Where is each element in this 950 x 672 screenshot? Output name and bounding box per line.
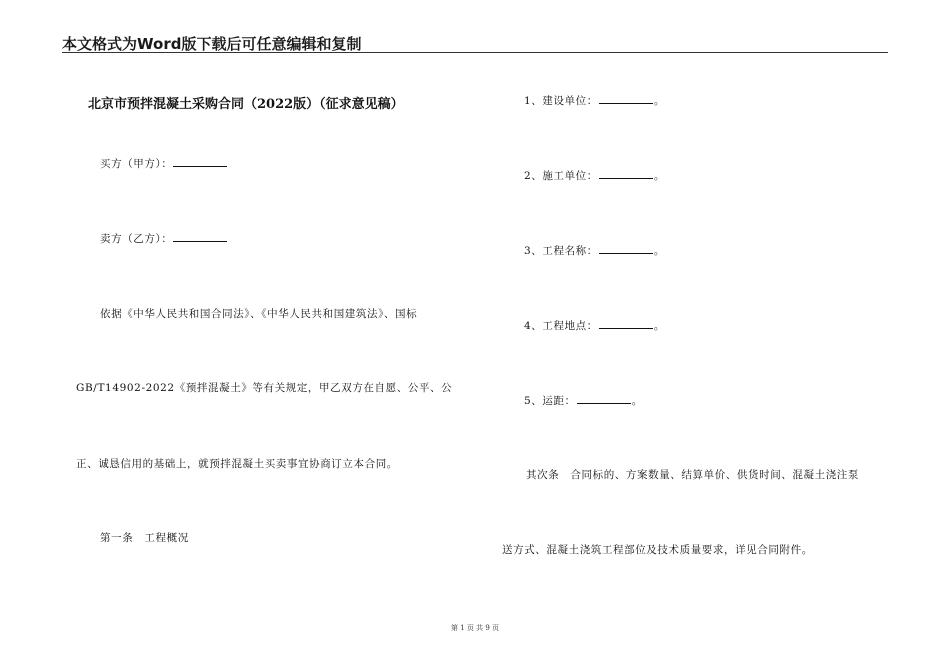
item-contractor xyxy=(524,168,665,183)
item-transport-distance-blank xyxy=(577,402,631,404)
item-construction-unit-end: 。 xyxy=(653,95,665,107)
header-divider xyxy=(62,52,888,53)
item-project-location-blank xyxy=(599,327,653,329)
article-1-heading: 第一条 工程概况 xyxy=(100,532,189,544)
item-project-location-label: 4、工程地点： xyxy=(524,320,598,332)
document-title: 北京市预拌混凝土采购合同（2022版）（征求意见稿） xyxy=(88,97,404,112)
item-construction-unit xyxy=(524,93,665,108)
item-project-location xyxy=(524,318,665,333)
page-number-footer: 第 1 页 共 9 页 xyxy=(450,624,500,632)
article-2-line-1: 其次条 合同标的、方案数量、结算单价、供货时间、混凝土浇注泵 xyxy=(526,469,859,481)
buyer-label: 买方（甲方）： xyxy=(100,158,173,170)
basis-paragraph-line-2: GB/T14902-2022《预拌混凝土》等有关规定，甲乙双方在自愿、公平、公 xyxy=(76,382,453,394)
item-project-location-end: 。 xyxy=(653,320,665,332)
seller-label: 卖方（乙方）： xyxy=(100,233,173,245)
item-project-name-label: 3、工程名称： xyxy=(524,245,598,257)
item-transport-distance-label: 5、运距： xyxy=(524,395,576,407)
buyer-blank xyxy=(173,165,227,167)
item-construction-unit-blank xyxy=(599,102,653,104)
item-contractor-blank xyxy=(599,177,653,179)
article-2-line-2: 送方式、混凝土浇筑工程部位及技术质量要求，详见合同附件。 xyxy=(502,544,813,556)
basis-paragraph-line-1: 依据《中华人民共和国合同法》、《中华人民共和国建筑法》、国标 xyxy=(100,308,418,320)
basis-paragraph-line-3: 正、诚恳信用的基础上，就预拌混凝土买卖事宜协商订立本合同。 xyxy=(76,458,398,470)
item-project-name-blank xyxy=(599,252,653,254)
seller-line xyxy=(100,231,228,246)
item-contractor-label: 2、施工单位： xyxy=(524,170,598,182)
item-transport-distance xyxy=(524,393,643,408)
item-project-name xyxy=(524,243,665,258)
seller-blank xyxy=(173,240,227,242)
item-transport-distance-end: 。 xyxy=(631,395,643,407)
header-title: 本文格式为Word版下载后可任意编辑和复制 xyxy=(62,35,362,53)
item-project-name-end: 。 xyxy=(653,245,665,257)
item-construction-unit-label: 1、建设单位： xyxy=(524,95,598,107)
buyer-line xyxy=(100,156,228,171)
item-contractor-end: 。 xyxy=(653,170,665,182)
